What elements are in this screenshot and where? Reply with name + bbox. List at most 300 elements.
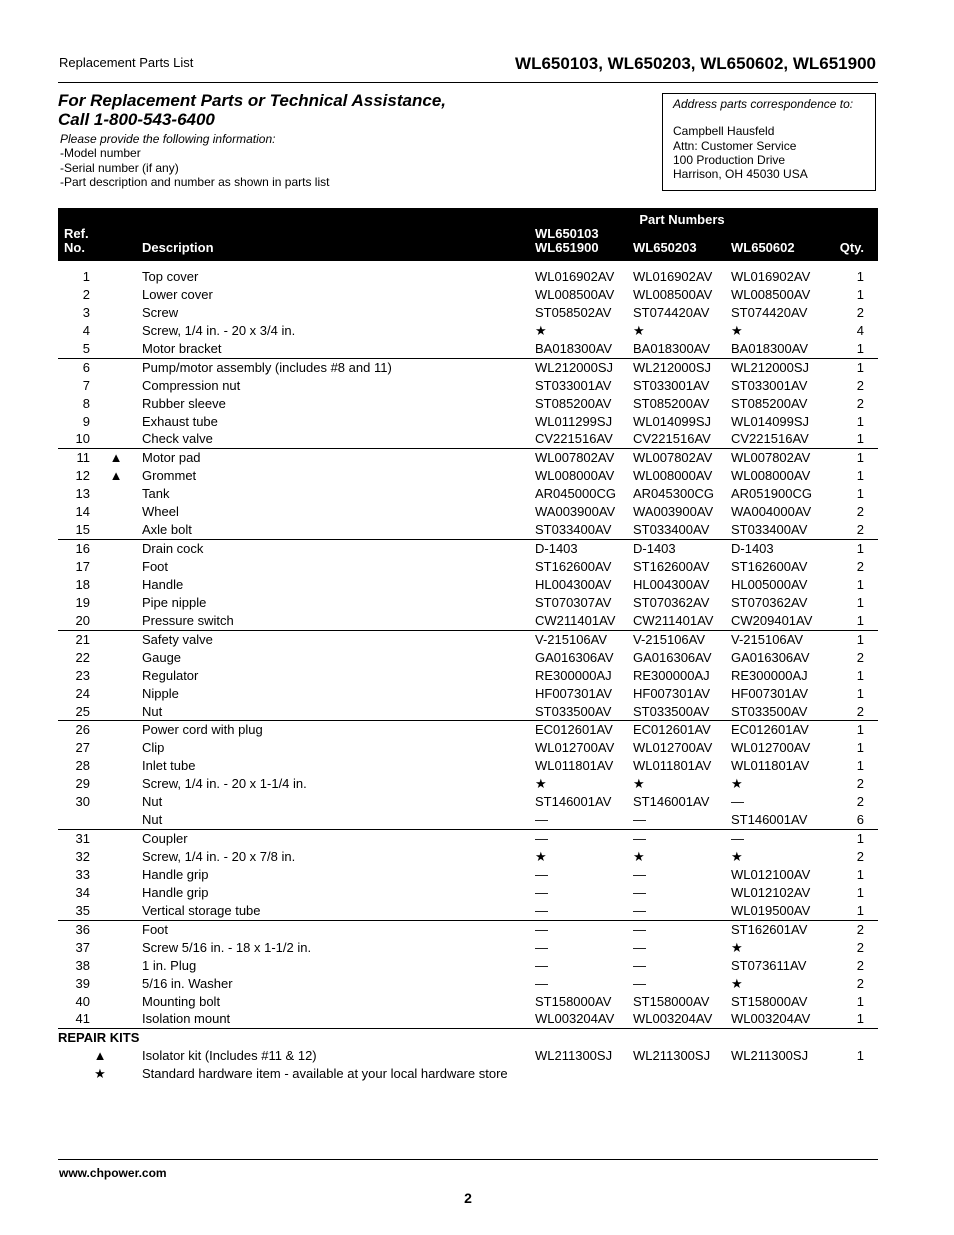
- mark-cell: [90, 866, 142, 884]
- part-number-cell: ST085200AV: [535, 395, 612, 411]
- description-cell: Axle bolt: [142, 521, 535, 539]
- ref-no-cell: 11: [76, 450, 90, 466]
- part-number-cell: WL012100AV: [731, 866, 811, 882]
- triangle-icon: ▲: [109, 468, 123, 484]
- description-cell: Grommet: [142, 468, 197, 484]
- part-number-cell: —: [633, 939, 646, 955]
- part-number-cell: ST074420AV: [731, 304, 808, 320]
- part-number-cell: —: [535, 939, 548, 955]
- part-number-cell: WL008500AV: [633, 286, 713, 302]
- ref-no-cell: 10: [58, 430, 90, 448]
- info-item: -Model number: [60, 146, 141, 161]
- part-number-cell: ★: [535, 322, 547, 338]
- ref-no-cell: 9: [82, 413, 90, 429]
- ref-no-cell: 20: [58, 612, 90, 630]
- mark-cell: [90, 395, 142, 413]
- part-number-cell: AR051900CG: [731, 486, 812, 502]
- mark-cell: [90, 594, 142, 612]
- part-number-cell: WL007802AV: [633, 450, 713, 466]
- table-row: [58, 358, 878, 376]
- ref-no-cell: 28: [75, 758, 90, 774]
- table-row: [58, 939, 878, 957]
- ref-no-cell: 17: [75, 559, 90, 574]
- part-number-cell: WL008000AV: [633, 468, 713, 484]
- part-number-cell: WL011801AV: [633, 758, 712, 774]
- mark-cell: [90, 685, 142, 703]
- description-cell: Foot: [142, 559, 169, 574]
- qty-cell: 1: [856, 993, 865, 1009]
- qty-cell: 2: [856, 377, 865, 393]
- ref-no-cell: 32: [75, 849, 90, 864]
- table-row: [58, 739, 878, 757]
- mark-cell: [90, 884, 142, 902]
- mark-cell: [90, 739, 142, 757]
- part-number-cell: WL012700AV: [633, 740, 713, 756]
- mark-cell: [90, 377, 142, 395]
- part-number-cell: ST158000AV: [633, 993, 710, 1009]
- description-cell: 1 in. Plug: [142, 957, 197, 973]
- description-cell: Nut: [142, 794, 163, 810]
- qty-cell: 1: [856, 758, 865, 774]
- part-number-cell: —: [633, 831, 646, 847]
- part-number-cell: RE300000AJ: [633, 667, 710, 683]
- ref-no-cell: 27: [75, 740, 90, 756]
- qty-cell: 6: [829, 811, 878, 829]
- table-row: [58, 848, 878, 866]
- part-numbers-header: Part Numbers: [535, 208, 829, 227]
- table-row: [58, 630, 878, 648]
- ref-no-cell: 15: [58, 521, 90, 539]
- description-cell: Motor bracket: [142, 340, 535, 358]
- qty-cell: 2: [856, 776, 865, 792]
- qty-cell: 1: [856, 740, 865, 756]
- ref-no-cell: 4: [82, 322, 90, 338]
- mark-cell: [90, 358, 142, 376]
- mark-cell: [90, 848, 142, 866]
- part-number-cell: HL005000AV: [731, 576, 808, 592]
- mark-cell: [90, 286, 142, 304]
- table-row: [58, 793, 878, 811]
- qty-cell: 2: [856, 559, 865, 574]
- part-number-cell: ★: [731, 776, 743, 792]
- ref-no-cell: 34: [75, 884, 90, 900]
- part-number-cell: WL007802AV: [535, 450, 615, 466]
- ref-no-cell: [58, 811, 90, 829]
- part-number-cell: WL008000AV: [731, 468, 811, 484]
- part-number-cell: WL003204AV: [535, 1010, 633, 1028]
- part-number-cell: CV221516AV: [535, 430, 633, 448]
- description-cell: Exhaust tube: [142, 413, 218, 429]
- ref-no-cell: 14: [75, 504, 90, 520]
- legend-text: Standard hardware item - available at your local hardware store: [142, 1066, 508, 1082]
- part-number-cell: WL008500AV: [731, 286, 811, 302]
- part-number-cell: WL014099SJ: [731, 413, 810, 429]
- ref-no-cell: 23: [75, 667, 90, 683]
- mark-cell: [90, 540, 142, 558]
- part-number-cell: WL019500AV: [731, 902, 829, 920]
- info-item: -Serial number (if any): [60, 160, 179, 175]
- qty-cell: 1: [856, 468, 865, 484]
- table-row: [58, 830, 878, 848]
- parts-table: [58, 208, 878, 1083]
- part-number-cell: D-1403: [731, 541, 774, 557]
- part-number-cell: ★: [535, 776, 547, 792]
- part-number-cell: WL007802AV: [731, 450, 811, 466]
- qty-cell: 2: [856, 794, 865, 810]
- mark-cell: [90, 558, 142, 576]
- mark-cell: [90, 993, 142, 1011]
- part-number-cell: ST085200AV: [731, 395, 808, 411]
- mark-cell: [90, 340, 142, 358]
- description-cell: Power cord with plug: [142, 722, 263, 738]
- part-number-cell: WL011801AV: [731, 758, 810, 774]
- mark-cell: [90, 902, 142, 920]
- part-number-cell: HL004300AV: [535, 576, 612, 592]
- part-number-cell: ST073611AV: [731, 957, 807, 973]
- description-cell: Lower cover: [142, 286, 213, 302]
- table-row: [58, 304, 878, 322]
- part-number-cell: WL003204AV: [633, 1010, 731, 1028]
- qty-cell: 1: [856, 359, 865, 375]
- table-row: [58, 558, 878, 576]
- part-number-cell: —: [633, 975, 646, 991]
- qty-cell: 2: [856, 939, 865, 955]
- triangle-icon: ▲: [109, 450, 123, 466]
- part-number-cell: —: [731, 794, 744, 810]
- table-row: [58, 757, 878, 775]
- address-box: [662, 93, 876, 191]
- ref-no-cell: 40: [75, 993, 90, 1009]
- description-cell: Top cover: [142, 269, 199, 284]
- qty-cell: 2: [856, 975, 865, 991]
- description-cell: Handle grip: [142, 884, 209, 900]
- part-number-cell: ST146001AV: [633, 794, 710, 810]
- address-label: Address parts correspondence to:: [673, 97, 854, 111]
- part-number-cell: V-215106AV: [535, 631, 608, 647]
- part-number-cell: CW209401AV: [731, 612, 829, 630]
- description-cell: Isolation mount: [142, 1010, 535, 1028]
- part-number-cell: CV221516AV: [731, 430, 829, 448]
- header-row: [58, 227, 878, 261]
- part-number-cell: —: [535, 902, 633, 920]
- mark-cell: [90, 1010, 142, 1028]
- part-number-cell: WL211300SJ: [731, 1048, 809, 1064]
- qty-cell: 1: [856, 450, 865, 466]
- table-row: [58, 594, 878, 612]
- part-number-cell: WL016902AV: [535, 269, 615, 284]
- qty-cell: 1: [856, 685, 865, 701]
- description-cell: Compression nut: [142, 377, 241, 393]
- description-cell: Handle grip: [142, 866, 209, 882]
- description-cell: Clip: [142, 740, 165, 756]
- part-number-cell: WL011299SJ: [535, 413, 613, 429]
- part-number-cell: ST158000AV: [731, 993, 808, 1009]
- table-row: [58, 902, 878, 920]
- qty-cell: 1: [856, 831, 865, 847]
- description-cell: Check valve: [142, 430, 535, 448]
- part-number-cell: ST070307AV: [535, 594, 612, 610]
- mark-cell: [90, 430, 142, 448]
- ref-no-header: [58, 227, 142, 261]
- qty-cell: 1: [829, 340, 878, 358]
- part-number-cell: —: [535, 884, 548, 900]
- table-row: [58, 649, 878, 667]
- description-cell: Drain cock: [142, 541, 204, 557]
- mark-cell: [90, 521, 142, 539]
- description-cell: Nut: [142, 811, 535, 829]
- mark-cell: [90, 811, 142, 829]
- info-item: -Part description and number as shown in parts list: [60, 174, 330, 189]
- ref-no-cell: 8: [82, 395, 90, 411]
- part-number-cell: HF007301AV: [633, 685, 711, 701]
- description-cell: Vertical storage tube: [142, 902, 535, 920]
- part-number-cell: —: [633, 902, 731, 920]
- part-number-cell: ST162601AV: [731, 921, 808, 937]
- repair-kits-label: REPAIR KITS: [58, 1030, 140, 1046]
- part-number-cell: RE300000AJ: [535, 667, 612, 683]
- table-row: [58, 993, 878, 1011]
- ref-no-cell: 3: [82, 304, 90, 320]
- mark-cell: [90, 957, 142, 975]
- table-row: [58, 1047, 878, 1065]
- qty-cell: 1: [856, 594, 865, 610]
- help-info: [60, 132, 329, 189]
- qty-cell: 1: [856, 667, 865, 683]
- part-number-cell: ST033001AV: [633, 377, 710, 393]
- qty-cell: 2: [829, 521, 878, 539]
- col-wl650103-header: [535, 227, 633, 261]
- part-number-cell: ST162600AV: [731, 559, 808, 574]
- description-cell: Screw: [142, 304, 179, 320]
- part-number-cell: RE300000AJ: [731, 667, 808, 683]
- page-number: 2: [464, 1190, 472, 1206]
- part-number-cell: AR045000CG: [535, 486, 616, 502]
- qty-cell: 1: [829, 612, 878, 630]
- description-cell: Screw 5/16 in. - 18 x 1-1/2 in.: [142, 939, 312, 955]
- part-number-cell: ★: [731, 939, 743, 955]
- part-number-cell: CW211401AV: [633, 612, 731, 630]
- ref-no-cell: 13: [75, 486, 90, 502]
- part-number-cell: —: [535, 866, 548, 882]
- description-cell: Nut: [142, 703, 535, 721]
- part-number-cell: WL212000SJ: [731, 359, 810, 375]
- table-row: [58, 612, 878, 630]
- table-row: [58, 866, 878, 884]
- table-row: [58, 377, 878, 395]
- part-number-cell: —: [633, 811, 731, 829]
- mark-cell: [90, 503, 142, 521]
- part-number-cell: GA016306AV: [535, 649, 614, 665]
- part-number-cell: —: [633, 884, 646, 900]
- qty-cell: 1: [856, 576, 865, 592]
- part-number-cell: —: [633, 921, 646, 937]
- part-number-cell: HL004300AV: [633, 576, 710, 592]
- header-models-title: WL650103, WL650203, WL650602, WL651900: [515, 54, 876, 73]
- qty-cell: 2: [856, 849, 865, 864]
- qty-cell: 2: [856, 649, 865, 665]
- legend-row: [58, 1065, 878, 1083]
- part-number-cell: ★: [731, 322, 743, 338]
- table-row: [58, 1010, 878, 1028]
- ref-no-cell: 7: [82, 377, 90, 393]
- col1-header-line2: WL651900: [535, 240, 599, 255]
- part-number-cell: ST074420AV: [633, 304, 710, 320]
- mark-cell: [90, 649, 142, 667]
- part-number-cell: ST033001AV: [535, 377, 612, 393]
- description-cell: Screw, 1/4 in. - 20 x 7/8 in.: [142, 849, 296, 864]
- part-number-cell: V-215106AV: [633, 631, 706, 647]
- mark-cell: [90, 261, 142, 286]
- mark-cell: [90, 322, 142, 340]
- mark-cell: [90, 775, 142, 793]
- mark-cell: [90, 793, 142, 811]
- footer-rule: [58, 1159, 878, 1160]
- qty-cell: 1: [856, 286, 865, 302]
- qty-cell: 2: [856, 304, 865, 320]
- part-number-cell: BA018300AV: [535, 340, 633, 358]
- part-number-cell: —: [633, 866, 646, 882]
- part-number-cell: ST033400AV: [535, 521, 633, 539]
- qty-cell: 1: [856, 269, 865, 284]
- description-header: Description: [142, 227, 535, 261]
- part-number-cell: V-215106AV: [731, 631, 804, 647]
- part-number-cell: ST033400AV: [633, 521, 731, 539]
- description-cell: Pipe nipple: [142, 594, 207, 610]
- ref-no-cell: 19: [75, 594, 90, 610]
- address-line: Attn: Customer Service: [673, 138, 797, 153]
- ref-no-cell: 25: [58, 703, 90, 721]
- qty-cell: 1: [856, 413, 865, 429]
- description-cell: Inlet tube: [142, 758, 196, 774]
- repair-kits-row: [58, 1029, 878, 1047]
- ref-no-cell: 5: [58, 340, 90, 358]
- qty-cell: 2: [856, 395, 865, 411]
- table-row: [58, 703, 878, 721]
- description-cell: Screw, 1/4 in. - 20 x 1-1/4 in.: [142, 776, 307, 792]
- mark-cell: [90, 830, 142, 848]
- qty-cell: 1: [829, 902, 878, 920]
- part-number-cell: —: [535, 811, 633, 829]
- part-number-cell: ST162600AV: [535, 559, 612, 574]
- col-wl650602-header: WL650602: [731, 227, 829, 261]
- table-row: [58, 485, 878, 503]
- qty-cell: 2: [856, 921, 865, 937]
- table-row: [58, 449, 878, 467]
- ref-no-cell: 24: [75, 685, 90, 701]
- description-cell: Pump/motor assembly (includes #8 and 11): [142, 359, 392, 375]
- part-number-cell: WL003204AV: [731, 1010, 829, 1028]
- description-cell: Safety valve: [142, 631, 213, 647]
- description-cell: Tank: [142, 486, 170, 502]
- part-number-cell: WA003900AV: [633, 504, 714, 520]
- qty-cell: 1: [856, 866, 865, 882]
- part-number-cell: HF007301AV: [535, 685, 613, 701]
- part-number-cell: GA016306AV: [731, 649, 810, 665]
- part-number-cell: —: [535, 957, 548, 973]
- table-row: [58, 685, 878, 703]
- part-number-cell: BA018300AV: [731, 340, 829, 358]
- table-row: [58, 261, 878, 286]
- qty-cell: 1: [829, 430, 878, 448]
- table-row: [58, 521, 878, 539]
- address-line: Campbell Hausfeld: [673, 124, 775, 139]
- table-row: [58, 467, 878, 485]
- description-cell: Mounting bolt: [142, 993, 221, 1009]
- description-cell: Handle: [142, 576, 184, 592]
- qty-cell: 2: [856, 504, 865, 520]
- qty-cell: 1: [856, 1048, 865, 1064]
- address-line: 100 Production Drive: [673, 152, 786, 167]
- triangle-icon: ▲: [93, 1048, 107, 1064]
- part-number-cell: WL008500AV: [535, 286, 615, 302]
- part-number-cell: ST146001AV: [731, 811, 829, 829]
- mark-cell: [90, 413, 142, 431]
- mark-cell: [90, 576, 142, 594]
- table-row: [58, 975, 878, 993]
- table-row: [58, 540, 878, 558]
- ref-no-cell: 12: [75, 468, 90, 484]
- ref-no-cell: 36: [75, 921, 90, 937]
- part-number-cell: —: [731, 831, 744, 847]
- part-number-cell: —: [535, 921, 548, 937]
- part-number-cell: WL212000SJ: [535, 359, 614, 375]
- qty-cell: 1: [856, 884, 865, 900]
- ref-no-cell: 41: [58, 1010, 90, 1028]
- table-row: [58, 413, 878, 431]
- description-cell: Screw, 1/4 in. - 20 x 3/4 in.: [142, 322, 296, 338]
- description-cell: Isolator kit (Includes #11 & 12): [142, 1048, 317, 1064]
- table-row: [58, 721, 878, 739]
- part-number-cell: ST085200AV: [633, 395, 710, 411]
- qty-cell: 2: [856, 957, 865, 973]
- description-cell: Nipple: [142, 685, 179, 701]
- qty-cell: 1: [856, 486, 865, 502]
- part-number-cell: AR045300CG: [633, 486, 714, 502]
- table-row: [58, 667, 878, 685]
- ref-no-cell: 38: [75, 957, 90, 973]
- part-number-cell: D-1403: [633, 541, 676, 557]
- description-cell: Gauge: [142, 649, 182, 665]
- part-number-cell: WL008000AV: [535, 468, 615, 484]
- ref-no-cell: 37: [75, 939, 90, 955]
- table-row: [58, 811, 878, 829]
- ref-no-cell: 22: [75, 649, 90, 665]
- ref-no-cell: 2: [82, 286, 90, 302]
- table-row: [58, 775, 878, 793]
- mark-cell: [90, 612, 142, 630]
- footer-url: www.chpower.com: [59, 1166, 167, 1180]
- table-row: [58, 395, 878, 413]
- ref-no-cell: 30: [75, 794, 90, 810]
- ref-no-cell: 31: [75, 831, 90, 847]
- description-cell: Pressure switch: [142, 612, 535, 630]
- table-row: [58, 920, 878, 938]
- part-number-cell: —: [633, 957, 646, 973]
- mark-cell: [90, 667, 142, 685]
- description-cell: Regulator: [142, 667, 199, 683]
- header-row-top: [58, 208, 878, 227]
- help-title-line1: For Replacement Parts or Technical Assistance,: [58, 91, 446, 110]
- part-number-cell: ST033500AV: [535, 703, 633, 721]
- mark-cell: [90, 304, 142, 322]
- part-number-cell: WL012102AV: [731, 884, 811, 900]
- part-number-cell: CV221516AV: [633, 430, 731, 448]
- description-cell: Rubber sleeve: [142, 395, 226, 411]
- table-row: [58, 286, 878, 304]
- header-section-label: Replacement Parts List: [59, 55, 194, 70]
- help-title-line2: Call 1-800-543-6400: [58, 110, 215, 129]
- table-row: [58, 884, 878, 902]
